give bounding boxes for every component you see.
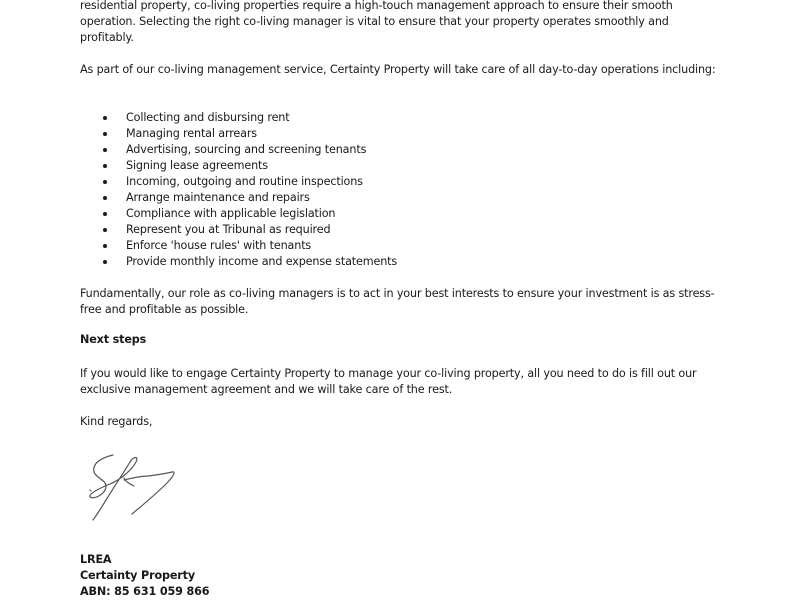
list-item: Compliance with applicable legislation [80,206,397,222]
company-name: Certainty Property [80,569,196,582]
next-steps-heading: Next steps [80,333,147,346]
list-item: Signing lease agreements [80,158,397,174]
bullet-icon [103,212,107,216]
bullet-icon [103,260,107,264]
list-item: Advertising, sourcing and screening tenants [80,142,397,158]
bullet-icon [103,148,107,152]
list-item: Managing rental arrears [80,126,397,142]
bullet-icon [103,244,107,248]
intro-paragraph: residential property, co-living properties require a high-touch management approach to ensure their smooth operation. Selecting the right co-living manager is vital to ensure that your property operates smoothly and profitably. [80,0,673,44]
bullet-icon [103,164,107,168]
bullet-icon [103,132,107,136]
bullet-icon [103,116,107,120]
signature-block [80,552,209,600]
list-item: Represent you at Tribunal as required [80,222,397,238]
abn-number: ABN: 85 631 059 866 [80,585,210,598]
role-paragraph: Fundamentally, our role as co-living managers is to act in your best interests to ensure your investment is as stress-free and profitable as possible. [80,287,715,316]
next-steps-paragraph: If you would like to engage Certainty Property to manage your co-living property, all you need to do is fill out our exclusive management agreement and we will take care of the rest. [80,367,697,396]
services-intro-paragraph: As part of our co-living management service, Certainty Property will take care of all day-to-day operations including: [80,63,716,76]
closing-salutation: Kind regards, [80,415,153,428]
bullet-icon [103,196,107,200]
list-item: Arrange maintenance and repairs [80,190,397,206]
bullet-icon [103,180,107,184]
list-item: Provide monthly income and expense statements [80,254,397,270]
signature-image [86,450,196,525]
services-list [80,110,397,270]
bullet-icon [103,228,107,232]
list-item: Collecting and disbursing rent [80,110,397,126]
list-item: Enforce 'house rules' with tenants [80,238,397,254]
signer-title: LREA [80,553,112,566]
list-item: Incoming, outgoing and routine inspections [80,174,397,190]
